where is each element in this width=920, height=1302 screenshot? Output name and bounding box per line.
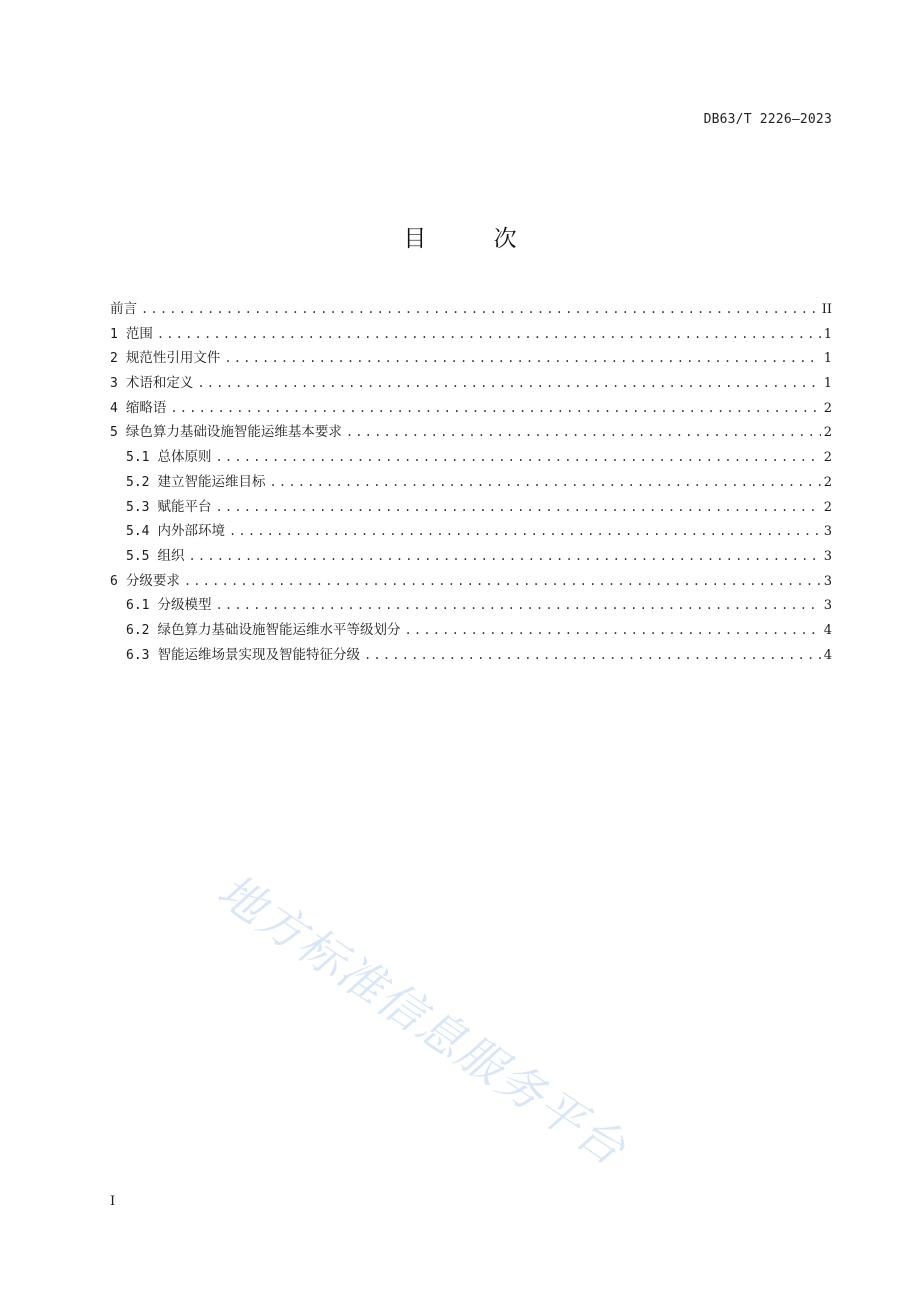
- toc-entry-title: 范围: [125, 325, 153, 342]
- toc-leader-dots: [224, 346, 820, 371]
- toc-entry-text: [110, 420, 346, 446]
- table-of-contents: [110, 297, 832, 667]
- toc-leader-dots: [215, 593, 820, 618]
- toc-entry-number: 5.2: [126, 474, 150, 490]
- toc-entry-title: 总体原则: [157, 449, 212, 466]
- toc-entry-number: 6.1: [126, 598, 150, 614]
- toc-leader-dots: [141, 297, 819, 322]
- toc-entry-text: [126, 593, 215, 619]
- toc-entry-1[interactable]: [110, 322, 832, 347]
- toc-entry-text: [110, 322, 157, 348]
- toc-page-number: 3: [823, 573, 832, 589]
- toc-leader-dots: [157, 322, 821, 347]
- toc-entry-6-3[interactable]: [110, 643, 832, 668]
- toc-leader-dots: [346, 420, 821, 445]
- toc-entry-number: 5.5: [126, 548, 150, 564]
- toc-entry-foreword[interactable]: [110, 297, 832, 322]
- toc-entry-number: 5.4: [126, 524, 150, 540]
- toc-leader-dots: [184, 569, 821, 594]
- toc-entry-6-1[interactable]: [110, 593, 832, 618]
- toc-entry-number: 6.3: [126, 647, 150, 663]
- toc-page-number: II: [821, 302, 832, 317]
- toc-entry-number: 4: [110, 400, 118, 416]
- toc-entry-text: [126, 544, 188, 570]
- toc-entry-text: [126, 643, 364, 669]
- toc-entry-title: 内外部环境: [157, 523, 225, 540]
- toc-entry-5-3[interactable]: [110, 495, 832, 520]
- toc-leader-dots: [188, 544, 820, 569]
- toc-entry-5[interactable]: [110, 420, 832, 445]
- toc-entry-title: 赋能平台: [157, 498, 212, 515]
- toc-entry-6[interactable]: [110, 569, 832, 594]
- toc-entry-title: 前言: [110, 301, 137, 317]
- toc-entry-2[interactable]: [110, 346, 832, 371]
- toc-leader-dots: [404, 618, 820, 643]
- toc-entry-number: 5.1: [126, 450, 150, 466]
- toc-entry-title: 绿色算力基础设施智能运维水平等级划分: [157, 621, 401, 638]
- toc-entry-text: [126, 519, 229, 545]
- toc-entry-5-4[interactable]: [110, 519, 832, 544]
- toc-page-number: 4: [823, 622, 832, 638]
- toc-entry-title: 分级要求: [125, 572, 180, 589]
- toc-entry-number: 5: [110, 425, 118, 441]
- toc-entry-title: 缩略语: [125, 399, 167, 416]
- toc-leader-dots: [215, 445, 820, 470]
- toc-entry-title: 建立智能运维目标: [157, 473, 266, 490]
- toc-entry-text: [110, 371, 197, 397]
- footer-page-number: I: [110, 1194, 116, 1209]
- toc-entry-title: 绿色算力基础设施智能运维基本要求: [125, 424, 342, 441]
- toc-entry-title: 智能运维场景实现及智能特征分级: [157, 646, 360, 663]
- toc-leader-dots: [364, 643, 821, 668]
- toc-page-number: 3: [823, 598, 832, 614]
- toc-leader-dots: [229, 519, 821, 544]
- toc-entry-text: [110, 346, 224, 372]
- toc-page-number: 2: [823, 474, 832, 490]
- toc-entry-text: [126, 445, 215, 471]
- toc-entry-5-5[interactable]: [110, 544, 832, 569]
- toc-entry-number: 5.3: [126, 499, 150, 515]
- toc-entry-title: 规范性引用文件: [125, 350, 221, 367]
- toc-entry-title: 术语和定义: [125, 375, 194, 392]
- toc-leader-dots: [215, 495, 820, 520]
- toc-page-number: 1: [823, 376, 832, 392]
- toc-entry-title: 组织: [157, 547, 185, 564]
- doc-number: DB63/T 2226—2023: [703, 112, 832, 127]
- toc-entry-6-2[interactable]: [110, 618, 832, 643]
- toc-entry-5-1[interactable]: [110, 445, 832, 470]
- toc-entry-text: [110, 569, 184, 595]
- toc-title: 目 次: [403, 226, 547, 252]
- toc-entry-text: [126, 618, 404, 644]
- toc-page-number: 3: [823, 524, 832, 540]
- toc-entry-5-2[interactable]: [110, 470, 832, 495]
- toc-leader-dots: [170, 396, 820, 421]
- toc-entry-text: [110, 396, 170, 422]
- toc-page-number: 2: [823, 400, 832, 416]
- toc-entry-number: 6: [110, 573, 118, 589]
- toc-leader-dots: [269, 470, 820, 495]
- toc-entry-text: [126, 495, 215, 521]
- toc-entry-text: [126, 470, 269, 496]
- toc-page-number: 2: [823, 425, 832, 441]
- toc-entry-4[interactable]: [110, 396, 832, 421]
- toc-page-number: 3: [823, 548, 832, 564]
- toc-entry-number: 6.2: [126, 622, 150, 638]
- toc-entry-title: 分级模型: [157, 597, 212, 614]
- toc-page-number: 4: [823, 647, 832, 663]
- toc-page-number: 2: [823, 450, 832, 466]
- toc-entry-number: 2: [110, 351, 118, 367]
- toc-page-number: 1: [823, 351, 832, 367]
- toc-page-number: 2: [823, 499, 832, 515]
- toc-entry-text: [110, 297, 141, 322]
- watermark-text: 地方标准信息服务平台: [208, 863, 637, 1177]
- toc-leader-dots: [197, 371, 820, 396]
- toc-entry-number: 1: [110, 326, 118, 342]
- toc-entry-number: 3: [110, 376, 118, 392]
- toc-page-number: 1: [823, 326, 832, 342]
- toc-entry-3[interactable]: [110, 371, 832, 396]
